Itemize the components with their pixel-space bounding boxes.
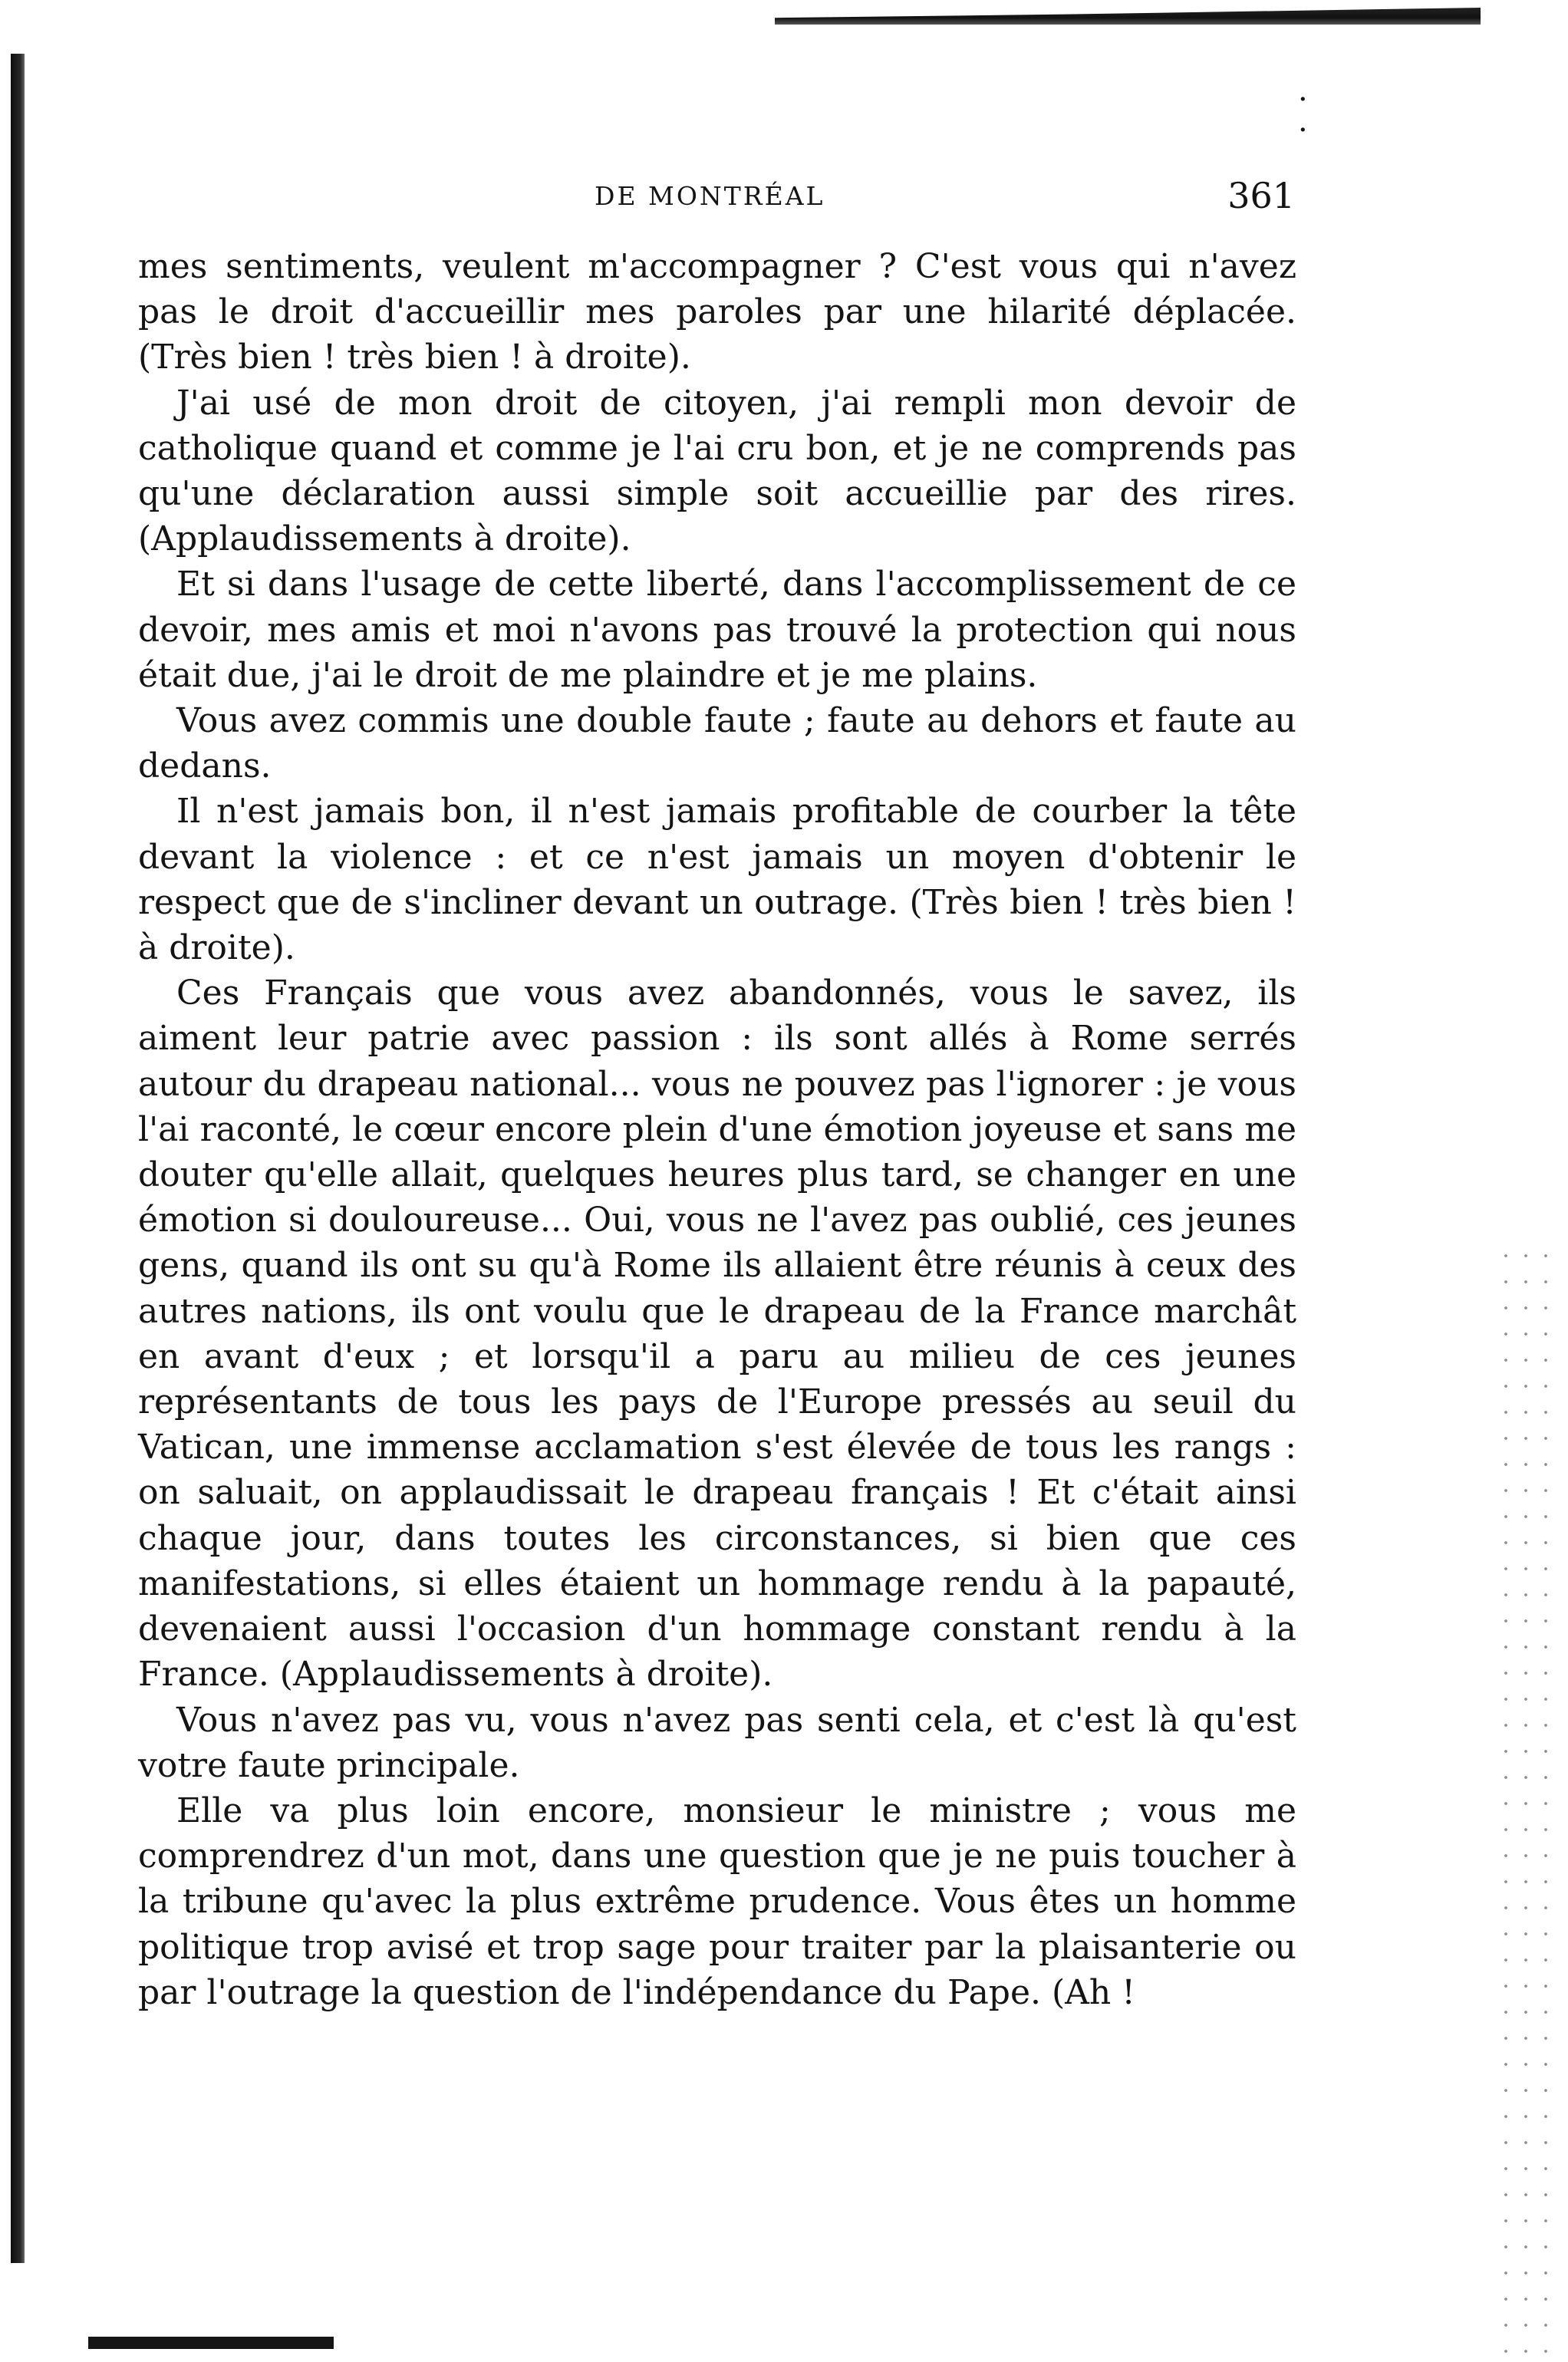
running-header [146, 175, 1295, 221]
body-text [138, 244, 1296, 2015]
page-number: 361 [1227, 175, 1295, 216]
scan-top-edge-mark [775, 8, 1481, 25]
paragraph: Et si dans l'usage de cette liberté, dans l'accomplissement de ce devoir, mes amis et moi n'avons pas trouvé la protection qui nous était due, j'ai le droit de me plaindre et je me plains. [138, 565, 1296, 695]
paragraph: Vous n'avez pas vu, vous n'avez pas senti cela, et c'est là qu'est votre faute principale. [138, 1700, 1296, 1785]
running-title: DE MONTRÉAL [595, 181, 825, 211]
scan-top-dots: · · [1298, 82, 1308, 148]
paragraph: J'ai usé de mon droit de citoyen, j'ai rempli mon devoir de catholique quand et comme je l'ai cru bon, et je ne comprends pas qu'une déclaration aussi simple soit accueillie par des rires. (Applaudissements à droite). [138, 383, 1296, 559]
paragraph: Elle va plus loin encore, monsieur le ministre ; vous me comprendrez d'un mot, dans une question que je ne puis toucher à la tribune qu'avec la plus extrême prudence. Vous êtes un homme politique trop avisé et trop sage pour traiter par la plaisanterie ou par l'outrage la question de l'indépendance du Pape. (Ah ! [138, 1790, 1296, 2012]
scan-left-edge-shadow [11, 54, 25, 2263]
scan-margin-specks [1496, 1243, 1557, 2355]
paragraph: mes sentiments, veulent m'accompagner ? C'est vous qui n'avez pas le droit d'accueillir mes paroles par une hilarité déplacée. (Très bien ! très bien ! à droite). [138, 247, 1296, 377]
paragraph: Ces Français que vous avez abandonnés, vous le savez, ils aiment leur patrie avec passion : ils sont allés à Rome serrés autour du drapeau national... vous ne pouvez pas l'ignorer : je vous l'ai raconté, le cœur encore plein d'une émotion joyeuse et sans me douter qu'elle allait, quelques heures plus tard, se changer en une émotion si douloureuse... Oui, vous ne l'avez pas oublié, ces jeunes gens, quand ils ont su qu'à Rome ils allaient être réunis à ceux des autres nations, ils ont voulu que le drapeau de la France marchât en avant d'eux ; et lorsqu'il a paru au milieu de ces jeunes représentants de tous les pays de l'Europe pressés au seuil du Vatican, une immense acclamation s'est élevée de tous les rangs : on saluait, on applaudissait le drapeau français ! Et c'était ainsi chaque jour, dans toutes les circonstances, si bien que ces manifestations, si elles étaient un hommage rendu à la papauté, devenaient aussi l'occasion d'un hommage constant rendu à la France. (Applaudissements à droite). [138, 973, 1296, 1695]
paragraph: Il n'est jamais bon, il n'est jamais profitable de courber la tête devant la violence : et ce n'est jamais un moyen d'obtenir le respect que de s'incliner devant un outrage. (Très bien ! très bien ! à droite). [138, 792, 1296, 968]
paragraph: Vous avez commis une double faute ; faute au dehors et faute au dedans. [138, 701, 1296, 786]
scan-bottom-edge-mark [88, 2337, 334, 2349]
